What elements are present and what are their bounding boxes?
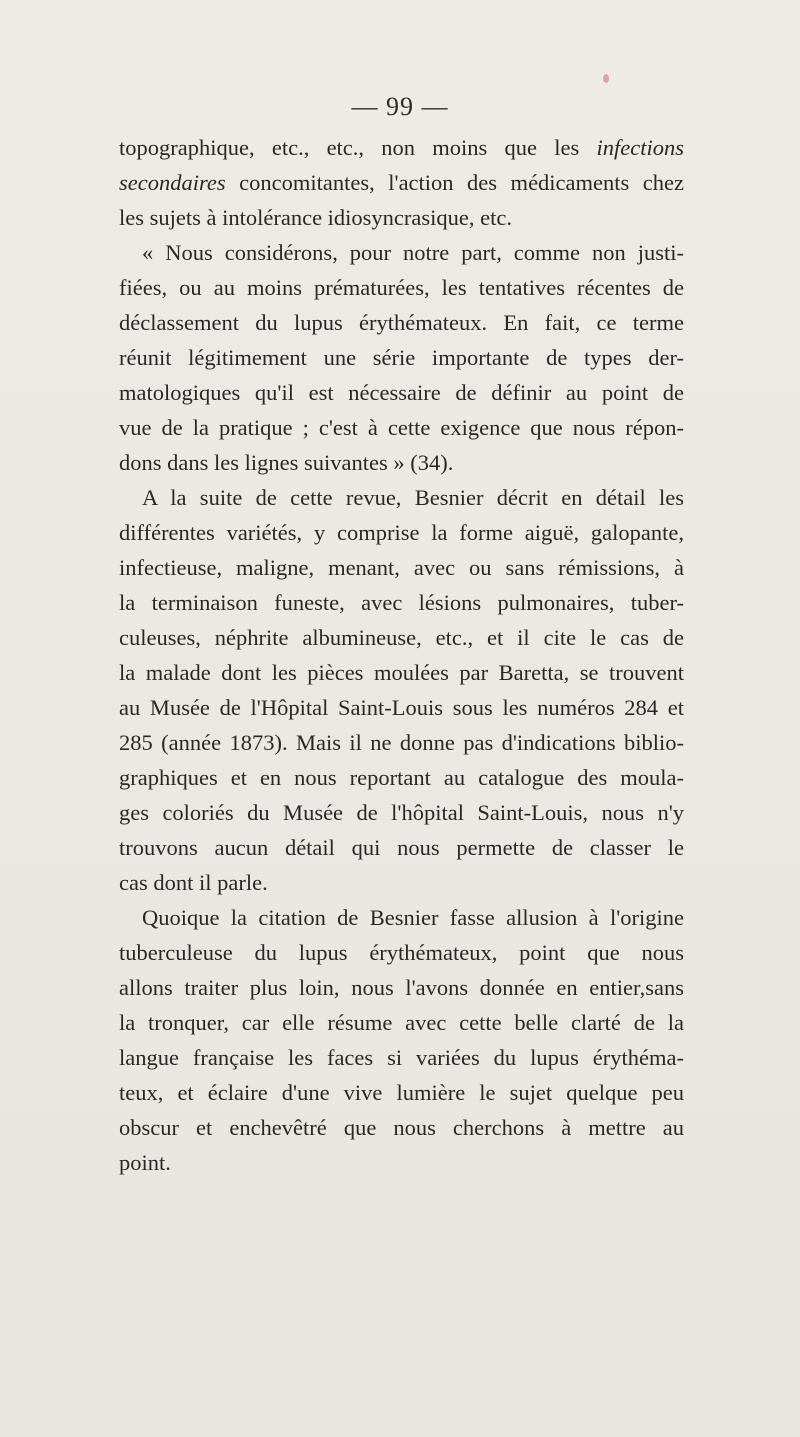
text-line	[119, 865, 684, 900]
text-line	[119, 515, 684, 550]
text-run: 285 (année 1873). Mais il ne donne pas d'indications biblio-	[119, 730, 684, 755]
text-line	[119, 935, 684, 970]
text-line	[119, 1040, 684, 1075]
text-run: vue de la pratique ; c'est à cette exigence que nous répon-	[119, 415, 684, 440]
text-run: point.	[119, 1150, 171, 1175]
text-run: langue française les faces si variées du lupus érythéma-	[119, 1045, 684, 1070]
page-number: — 99 —	[351, 92, 449, 121]
text-line	[119, 200, 684, 235]
italic-term: secondaires	[119, 170, 226, 195]
text-line	[119, 550, 684, 585]
text-run: la malade dont les pièces moulées par Baretta, se trouvent	[119, 660, 684, 685]
text-line	[119, 1145, 684, 1180]
text-line	[119, 375, 684, 410]
text-run: graphiques et en nous reportant au catalogue des moula-	[119, 765, 684, 790]
text-run: « Nous considérons, pour notre part, comme non justi-	[142, 240, 684, 265]
body-text	[119, 130, 684, 1180]
text-line	[119, 410, 684, 445]
text-run: la terminaison funeste, avec lésions pulmonaires, tuber-	[119, 590, 684, 615]
text-line	[119, 970, 684, 1005]
text-run: A la suite de cette revue, Besnier décrit en détail les	[142, 485, 684, 510]
text-run: différentes variétés, y comprise la forme aiguë, galopante,	[119, 520, 684, 545]
text-run: infectieuse, maligne, menant, avec ou sans rémissions, à	[119, 555, 684, 580]
text-line	[119, 795, 684, 830]
text-run: fiées, ou au moins prématurées, les tentatives récentes de	[119, 275, 684, 300]
text-run: trouvons aucun détail qui nous permette de classer le	[119, 835, 684, 860]
text-line	[119, 1110, 684, 1145]
text-line	[119, 900, 684, 935]
text-line	[119, 235, 684, 270]
text-run: obscur et enchevêtré que nous cherchons à mettre au	[119, 1115, 684, 1140]
text-line	[119, 655, 684, 690]
text-line	[119, 445, 684, 480]
text-run: réunit légitimement une série importante de types der-	[119, 345, 684, 370]
text-line	[119, 690, 684, 725]
text-line	[119, 270, 684, 305]
text-run: allons traiter plus loin, nous l'avons donnée en entier,sans	[119, 975, 684, 1000]
text-line	[119, 760, 684, 795]
text-run: topographique, etc., etc., non moins que les	[119, 135, 597, 160]
text-line	[119, 620, 684, 655]
text-line	[119, 725, 684, 760]
text-run: culeuses, néphrite albumineuse, etc., et il cite le cas de	[119, 625, 684, 650]
italic-term: infections	[596, 135, 684, 160]
text-line	[119, 1075, 684, 1110]
text-run: teux, et éclaire d'une vive lumière le sujet quelque peu	[119, 1080, 684, 1105]
text-run: Quoique la citation de Besnier fasse allusion à l'origine	[142, 905, 684, 930]
text-run: concomitantes, l'action des médicaments chez	[225, 170, 684, 195]
text-run: matologiques qu'il est nécessaire de définir au point de	[119, 380, 684, 405]
text-line	[119, 480, 684, 515]
text-line	[119, 130, 684, 165]
text-line	[119, 165, 684, 200]
text-line	[119, 305, 684, 340]
text-run: la tronquer, car elle résume avec cette belle clarté de la	[119, 1010, 684, 1035]
text-line	[119, 585, 684, 620]
text-run: déclassement du lupus érythémateux. En fait, ce terme	[119, 310, 684, 335]
text-run: dons dans les lignes suivantes » (34).	[119, 450, 454, 475]
text-run: cas dont il parle.	[119, 870, 268, 895]
text-line	[119, 830, 684, 865]
text-run: ges coloriés du Musée de l'hôpital Saint-Louis, nous n'y	[119, 800, 684, 825]
text-line	[119, 340, 684, 375]
text-run: tuberculeuse du lupus érythémateux, point que nous	[119, 940, 684, 965]
text-run: au Musée de l'Hôpital Saint-Louis sous les numéros 284 et	[119, 695, 684, 720]
text-run: les sujets à intolérance idiosyncrasique, etc.	[119, 205, 512, 230]
text-line	[119, 1005, 684, 1040]
ink-spot	[603, 74, 609, 83]
